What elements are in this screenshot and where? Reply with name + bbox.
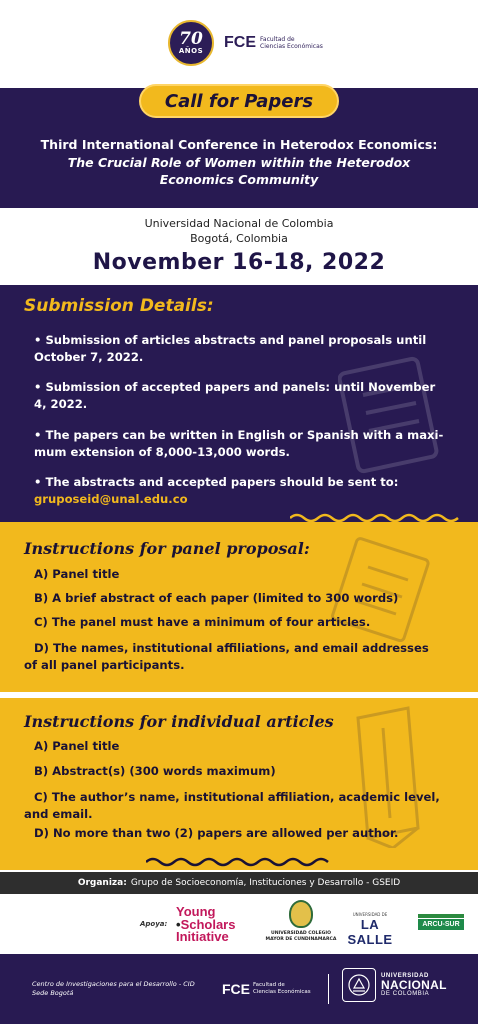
footer-divider xyxy=(328,974,329,1004)
call-for-papers-label: Call for Papers xyxy=(164,90,314,112)
submission-item-3 xyxy=(34,427,444,461)
colegio-seal-icon xyxy=(289,900,313,928)
fce-logo-text: FCE xyxy=(224,34,256,51)
venue-city: Bogotá, Colombia xyxy=(190,232,288,245)
fce-logo xyxy=(224,34,330,52)
articles-item-d: D) No more than two (2) papers are allowed per author. xyxy=(34,826,399,840)
submission-item-4 xyxy=(34,474,444,508)
submission-item-1 xyxy=(34,332,444,366)
articles-item-c-line-2: and email. xyxy=(24,807,93,821)
colegio-mayor-logo xyxy=(262,900,340,943)
panel-item-d xyxy=(24,640,454,674)
panel-proposal-heading: Instructions for panel proposal: xyxy=(24,539,310,558)
venue xyxy=(0,216,478,246)
articles-item-c-line-1: C) The author’s name, institutional affiliation, academic level, xyxy=(34,790,440,804)
conference-subtitle-line-2: Economics Community xyxy=(159,172,319,187)
fce-sub-line-2: Ciencias Económicas xyxy=(260,43,323,50)
crest-icon xyxy=(346,972,372,998)
articles-item-b: B) Abstract(s) (300 words maximum) xyxy=(34,764,276,778)
unal-seal-icon xyxy=(342,968,376,1002)
panel-item-d-line-2: of all panel participants. xyxy=(24,658,185,672)
unal-line-3: DE COLOMBIA xyxy=(381,991,430,997)
footer-fce-subtitle xyxy=(253,982,313,996)
panel-item-d-line-1: D) The names, institutional affiliations, and email addresses xyxy=(34,641,429,655)
la-salle-logo xyxy=(338,912,402,947)
submission-item-2 xyxy=(34,379,444,413)
ysi-line-3: Initiative xyxy=(176,929,229,944)
unal-logo xyxy=(342,968,447,1002)
venue-university: Universidad Nacional de Colombia xyxy=(144,217,334,230)
young-scholars-logo xyxy=(176,906,235,944)
colegio-line-1: UNIVERSIDAD COLEGIO xyxy=(270,931,332,936)
badge-word: AÑOS xyxy=(178,47,204,55)
header-logo-area xyxy=(0,0,478,88)
submission-email-link[interactable]: gruposeid@unal.edu.co xyxy=(34,492,188,506)
la-salle-small-text: UNIVERSIDAD DE xyxy=(352,912,388,917)
articles-item-c xyxy=(24,789,454,823)
unal-line-1: UNIVERSIDAD xyxy=(381,973,429,979)
footer-fce-text: FCE xyxy=(222,981,250,997)
conference-date: November 16-18, 2022 xyxy=(92,250,386,275)
footer-fce-sub-2: Ciencias Económicas xyxy=(253,989,311,995)
sponsors-area xyxy=(0,894,478,954)
panel-item-c: C) The panel must have a minimum of four articles. xyxy=(34,615,371,629)
footer-fce-sub-1: Facultad de xyxy=(253,982,285,988)
articles-item-a: A) Panel title xyxy=(34,739,120,753)
colegio-line-2: MAYOR DE CUNDINAMARCA xyxy=(265,937,337,942)
submission-details-heading: Submission Details: xyxy=(24,296,214,316)
wave-divider-icon xyxy=(146,856,332,868)
footer-fce-logo xyxy=(222,981,313,997)
organizer-bar xyxy=(0,872,478,894)
call-for-papers-pill xyxy=(139,84,339,118)
conference-subtitle-line-1: The Crucial Role of Women within the Heterodox xyxy=(67,155,411,170)
organizer-label: Organiza: xyxy=(77,878,127,888)
fce-logo-subtitle xyxy=(260,36,330,50)
panel-item-a: A) Panel title xyxy=(34,567,120,581)
unal-line-2: NACIONAL xyxy=(381,978,447,992)
cid-line-2: Sede Bogotá xyxy=(32,989,74,997)
ysi-line-2-text: Scholars xyxy=(180,916,236,932)
ysi-line-2: •Scholars xyxy=(176,916,236,932)
cid-line-1: Centro de Investigaciones para el Desarrollo - CID xyxy=(32,980,195,988)
support-label: Apoya: xyxy=(140,920,168,928)
submission-item-3-line-1: • The papers can be written in English or Spanish with a maxi- xyxy=(34,428,444,442)
submission-item-2-line-1: • Submission of accepted papers and panels: until November xyxy=(34,380,436,394)
conference-title: Third International Conference in Heterodox Economics: xyxy=(40,137,438,152)
cid-text xyxy=(32,980,195,998)
submission-item-1-line-1: • Submission of articles abstracts and panel proposals until xyxy=(34,333,427,347)
submission-item-3-line-2: mum extension of 8,000-13,000 words. xyxy=(34,445,290,459)
submission-item-2-line-2: 4, 2022. xyxy=(34,397,88,411)
arcu-sur-stripe xyxy=(418,914,464,918)
individual-articles-heading: Instructions for individual articles xyxy=(24,712,334,731)
organizer-text: Grupo de Socioeconomía, Instituciones y Desarrollo - GSEID xyxy=(130,878,401,888)
conference-subtitle xyxy=(10,154,468,188)
unal-text xyxy=(381,973,447,997)
arcu-sur-logo xyxy=(418,914,464,930)
ysi-line-1: Young xyxy=(176,904,216,919)
badge-number: 70 xyxy=(179,29,203,49)
fce-sub-line-1: Facultad de xyxy=(260,36,295,43)
la-salle-text: LA SALLE xyxy=(347,917,393,947)
faculty-logo xyxy=(168,20,330,66)
anniversary-badge xyxy=(168,20,214,66)
submission-item-1-line-2: October 7, 2022. xyxy=(34,350,144,364)
arcu-sur-text: ARCU-SUR xyxy=(418,919,464,930)
submission-item-4-line-1: • The abstracts and accepted papers should be sent to: xyxy=(34,475,399,489)
panel-item-b: B) A brief abstract of each paper (limited to 300 words) xyxy=(34,591,399,605)
